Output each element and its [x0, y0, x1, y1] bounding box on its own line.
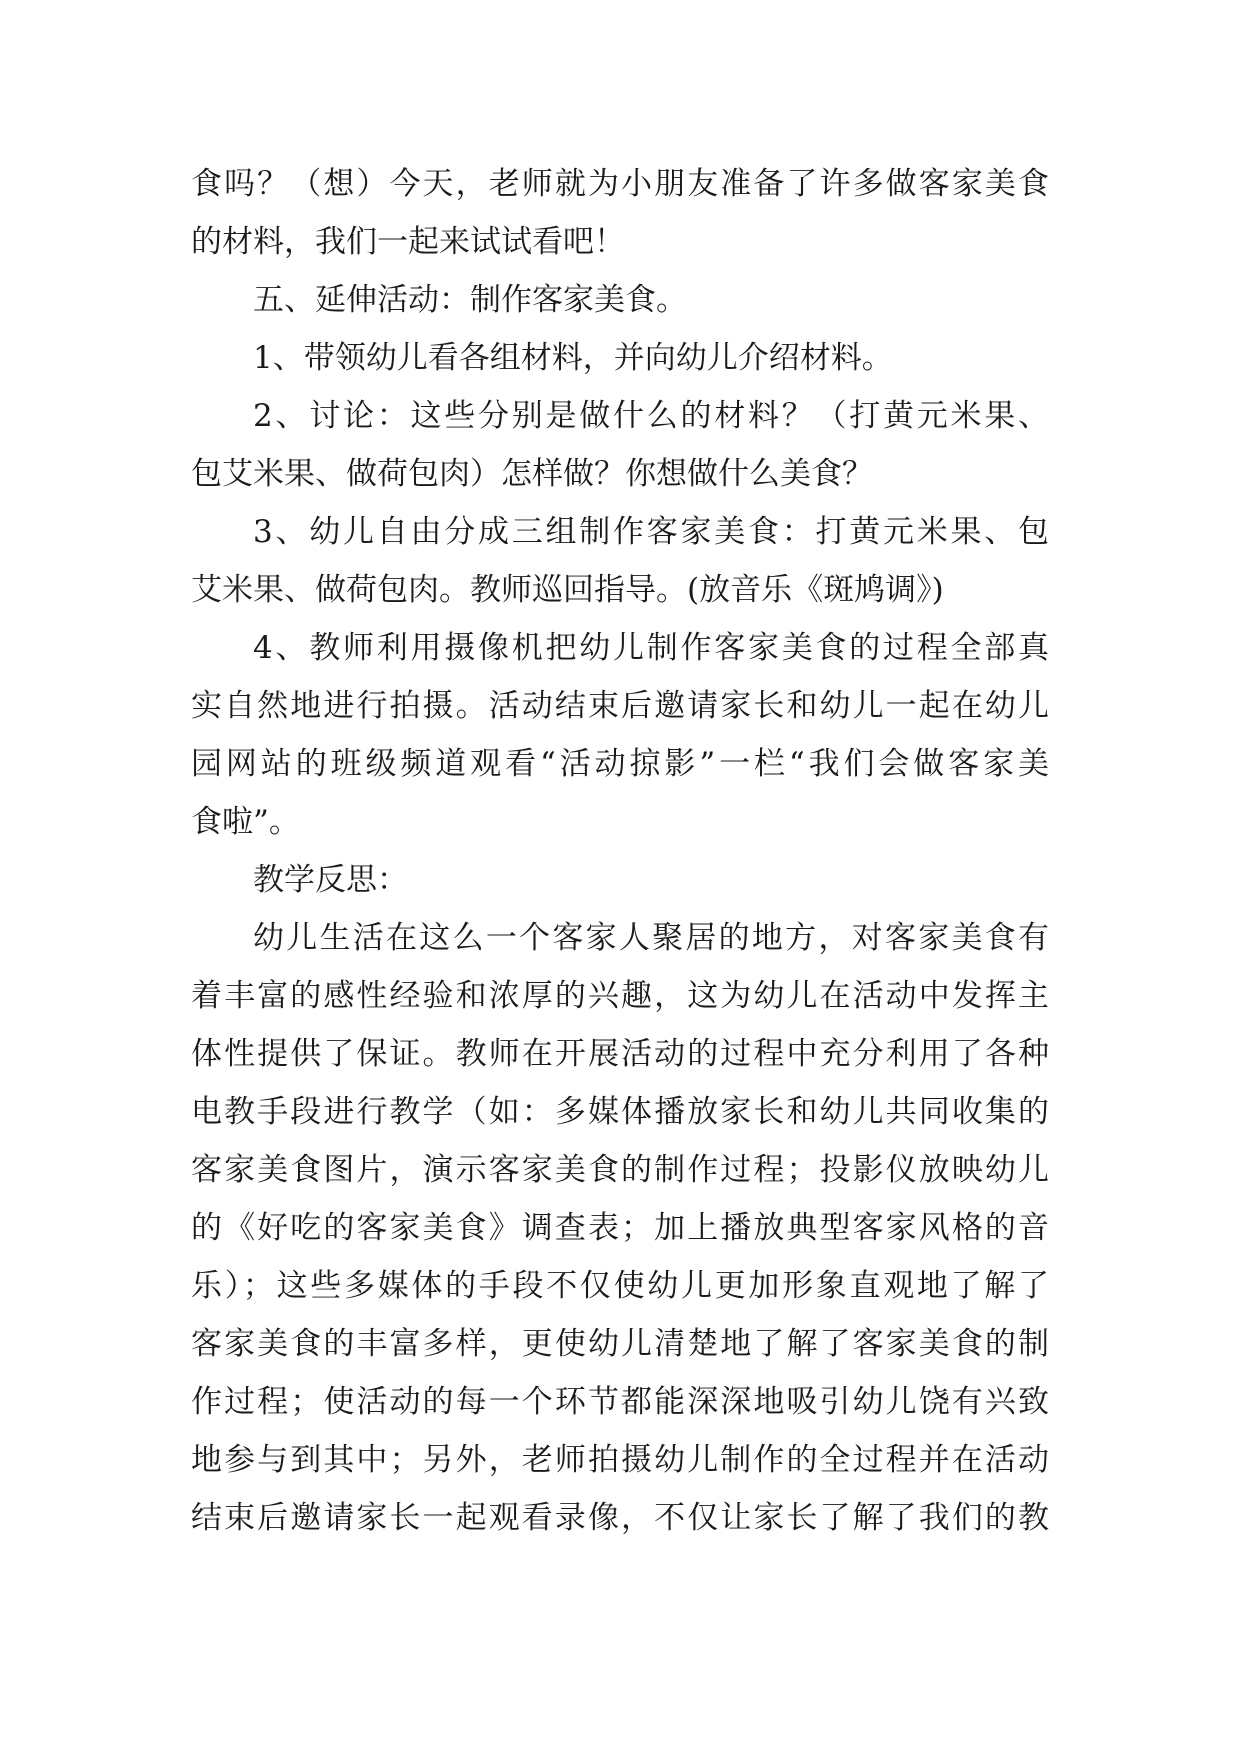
text-line: 结束后邀请家长一起观看录像，不仅让家长了解了我们的教 — [191, 1500, 1049, 1536]
text-line: 着丰富的感性经验和浓厚的兴趣，这为幼儿在活动中发挥主 — [191, 978, 1049, 1014]
text-line: 作过程；使活动的每一个环节都能深深地吸引幼儿饶有兴致 — [191, 1384, 1049, 1420]
text-line: 实自然地进行拍摄。活动结束后邀请家长和幼儿一起在幼儿 — [191, 688, 1049, 724]
text-line: 的《好吃的客家美食》调查表；加上播放典型客家风格的音 — [191, 1210, 1049, 1246]
text-line: 五、延伸活动：制作客家美食。 — [253, 282, 687, 318]
text-line: 食啦”。 — [191, 804, 300, 840]
text-line: 的材料，我们一起来试试看吧！ — [191, 224, 625, 260]
text-line: 乐）；这些多媒体的手段不仅使幼儿更加形象直观地了解了 — [191, 1268, 1049, 1304]
text-line: 电教手段进行教学（如：多媒体播放家长和幼儿共同收集的 — [191, 1094, 1049, 1130]
text-line: 艾米果、做荷包肉。教师巡回指导。(放音乐《斑鸠调》) — [191, 572, 944, 608]
text-line: 包艾米果、做荷包肉）怎样做？你想做什么美食？ — [191, 456, 873, 492]
text-line: 4、教师利用摄像机把幼儿制作客家美食的过程全部真 — [253, 630, 1049, 666]
text-line: 客家美食的丰富多样，更使幼儿清楚地了解了客家美食的制 — [191, 1326, 1049, 1362]
text-line: 教学反思： — [253, 862, 408, 898]
text-line: 园网站的班级频道观看“活动掠影”一栏“我们会做客家美 — [191, 746, 1049, 782]
document-page — [191, 155, 1049, 1547]
text-line: 3、幼儿自由分成三组制作客家美食：打黄元米果、包 — [253, 514, 1049, 550]
text-line: 幼儿生活在这么一个客家人聚居的地方，对客家美食有 — [253, 920, 1049, 956]
text-line: 食吗？（想）今天，老师就为小朋友准备了许多做客家美食 — [191, 166, 1049, 202]
text-line: 2、讨论：这些分别是做什么的材料？（打黄元米果、 — [253, 398, 1049, 434]
text-line: 体性提供了保证。教师在开展活动的过程中充分利用了各种 — [191, 1036, 1049, 1072]
text-line: 客家美食图片，演示客家美食的制作过程；投影仪放映幼儿 — [191, 1152, 1049, 1188]
text-line: 1、带领幼儿看各组材料，并向幼儿介绍材料。 — [253, 340, 893, 376]
text-line: 地参与到其中；另外，老师拍摄幼儿制作的全过程并在活动 — [191, 1442, 1049, 1478]
